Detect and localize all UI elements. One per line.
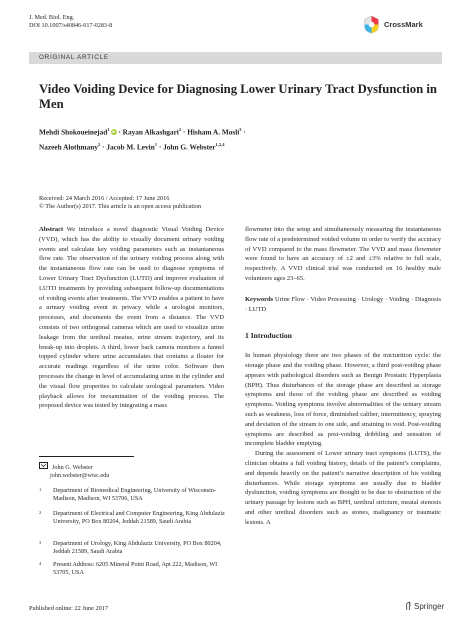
author-name[interactable]: Jacob M. Levin [106, 142, 155, 152]
author-affiliation-marker: 1 [107, 127, 110, 132]
crossmark-icon [363, 15, 380, 34]
journal-header [29, 14, 112, 30]
affiliation-2 [39, 510, 229, 526]
author-list [39, 124, 439, 154]
keywords-text: Urine Flow · Video Processing · Urology · Voiding · Diagnosis · LUTD [245, 295, 442, 313]
article-title: Video Voiding Device for Diagnosing Lower Urinary Tract Dysfunction in Men [39, 82, 437, 111]
introduction-paragraph-2: During the assessment of Lower urinary tract symptoms (LUTS), the clinician obtains a full voiding history, details of the patient’s complaints, and depends heavily on the patient’s narrative description of his voiding disturbances. While storage symptoms are usually due to bladder dysfunction, voiding symptoms are thought to be due to obstruction of the urinary passage by lesions such as BPH, urethral stricture, meatal stenosis and other urethral disorders such as stones, malignancy or traumatic lesions. A [245, 450, 441, 526]
introduction-paragraph-1: In human physiology there are two phases of the micturition cycle: the storage phase and the voiding phase. However, a third post-voiding phase appears with pathological disorders such as Benign Prostatic Hyperplasia (BPH). Thus disturbances of the storage phase are described as storage symptoms and those of the voiding phase are described as voiding symptoms. Voiding symptoms involve abnormalities of the urinary stream such as weakness, loss of force, diminished caliber, intermittency, spraying and deviation of the stream to one side, and straining to void. Post-voiding symptoms are described as post-voiding dribbling and sensation of incomplete bladder emptying. [245, 352, 441, 448]
author-name[interactable]: Nazeeh Alothmany [39, 142, 98, 152]
doi-link[interactable]: DOI 10.1007/s40846-017-0283-8 [29, 22, 113, 29]
footnote-divider [39, 456, 134, 457]
corresponding-author: John G. Webster [52, 464, 93, 471]
article-type: ORIGINAL ARTICLE [39, 53, 109, 61]
affiliation-number: 1 [39, 487, 42, 492]
author-name[interactable]: Mehdi Shokoueinejad [39, 127, 108, 137]
affiliation-text: Department of Urology, King Abdulaziz University, PO Box 80204, Jeddah 21589, Saudi Arabia [53, 540, 222, 556]
affiliation-text: Department of Biomedical Engineering, University of Wisconsin-Madison, Madison, WI 53706, USA [53, 487, 217, 503]
affiliation-number: 2 [39, 510, 42, 515]
author-separator: · [100, 142, 107, 152]
copyright-notice: © The Author(s) 2017. This article is an open access publication [39, 203, 202, 210]
crossmark-badge[interactable] [363, 13, 443, 35]
author-affiliation-marker: 2 [178, 127, 182, 132]
publisher-name: Springer [414, 601, 445, 611]
affiliation-number: 3 [39, 540, 42, 545]
publisher-logo [405, 601, 444, 611]
affiliation-text: Present Address: 6205 Mineral Point Road, Apt 222, Madison, WI 53705, USA [53, 561, 218, 577]
author-separator: · [181, 127, 188, 137]
affiliation-3 [39, 540, 229, 556]
author-affiliation-marker: 1 [154, 141, 158, 147]
author-separator: · [116, 127, 123, 137]
author-email[interactable]: john.webster@wisc.edu [50, 472, 110, 479]
journal-name: J. Med. Biol. Eng. [29, 14, 75, 21]
author-name[interactable]: John G. Webster [163, 142, 216, 152]
affiliation-number: 4 [39, 561, 42, 566]
author-affiliation-marker: 2 [97, 141, 101, 147]
abstract-text: We introduce a novel diagnostic Visual Voiding Device (VVD), which has the ability to visually document urinary voiding events and calculate key voiding parameters such as instantaneous flow rate. The observation of the urinary voiding process along with the instantaneous flow rate can be used to diagnose symptoms of Lower Urinary Tract Dysfunction (LUTD) and improve evaluation of LUTD treatments by providing subsequent follow-up documentations of voiding events after treatments. The VVD enables a patient to have a urinary voiding event in privacy while a urologist monitors, processes, and documents the event from a distance. The VVD consists of two orthogonal cameras which are used to visualize urine leakage from the urethral meatus, urine stream trajectory, and its break-up into droplets. A third, lower back camera monitors a funnel topped cylinder where urine accumulates that contains a floater for accurate readings regardless of the urine color. Software then processes the change in level of accumulating urine in the cylinder and the visual flow properties to calculate urological parameters. Video playback allows for reexamination of the voiding process. The proposed device was tested by integrating a mass [39, 226, 224, 410]
author-affiliation-marker: 1,2,4 [215, 141, 225, 147]
introduction-heading: 1 Introduction [245, 331, 292, 341]
author-affiliation-marker: 3 [239, 127, 242, 132]
affiliation-text: Department of Electrical and Computer Engineering, King Abdulaziz University, PO Box 80204, Jeddah 21589, Saudi Arabia [53, 510, 225, 526]
abstract [39, 225, 224, 411]
author-name[interactable]: Rayan Alkashgari [122, 127, 179, 137]
correspondence [39, 462, 224, 480]
orcid-icon[interactable]: iD [111, 129, 116, 135]
affiliation-4 [39, 561, 229, 577]
springer-horse-icon [405, 601, 412, 611]
author-separator: · [157, 142, 164, 152]
abstract-label: Abstract [39, 226, 64, 233]
affiliation-1 [39, 487, 229, 503]
right-column [245, 225, 441, 528]
author-name[interactable]: Hisham A. Mosli [187, 127, 240, 137]
received-accepted: Received: 24 March 2016 / Accepted: 17 June 2016 [39, 195, 170, 202]
published-date: Published online: 22 June 2017 [29, 605, 109, 612]
abstract-continuation: flowmeter into the setup and simultaneously measuring the instantaneous flow rate of a predetermined voided volume in order to verify the accuracy of VVD compared to the mass flowmeter. The VVD and mass flowmeter were found to have an accuracy of ±2 and ±3% relative to full scale, respectively. A VVD clinical trial was conducted on 16 healthy male volunteers ages 23–65. [245, 226, 441, 282]
keywords-label: Keywords [245, 295, 274, 303]
crossmark-label: CrossMark [384, 19, 423, 29]
envelope-icon [39, 462, 48, 469]
article-dates [39, 195, 201, 211]
author-separator: · [241, 127, 246, 137]
